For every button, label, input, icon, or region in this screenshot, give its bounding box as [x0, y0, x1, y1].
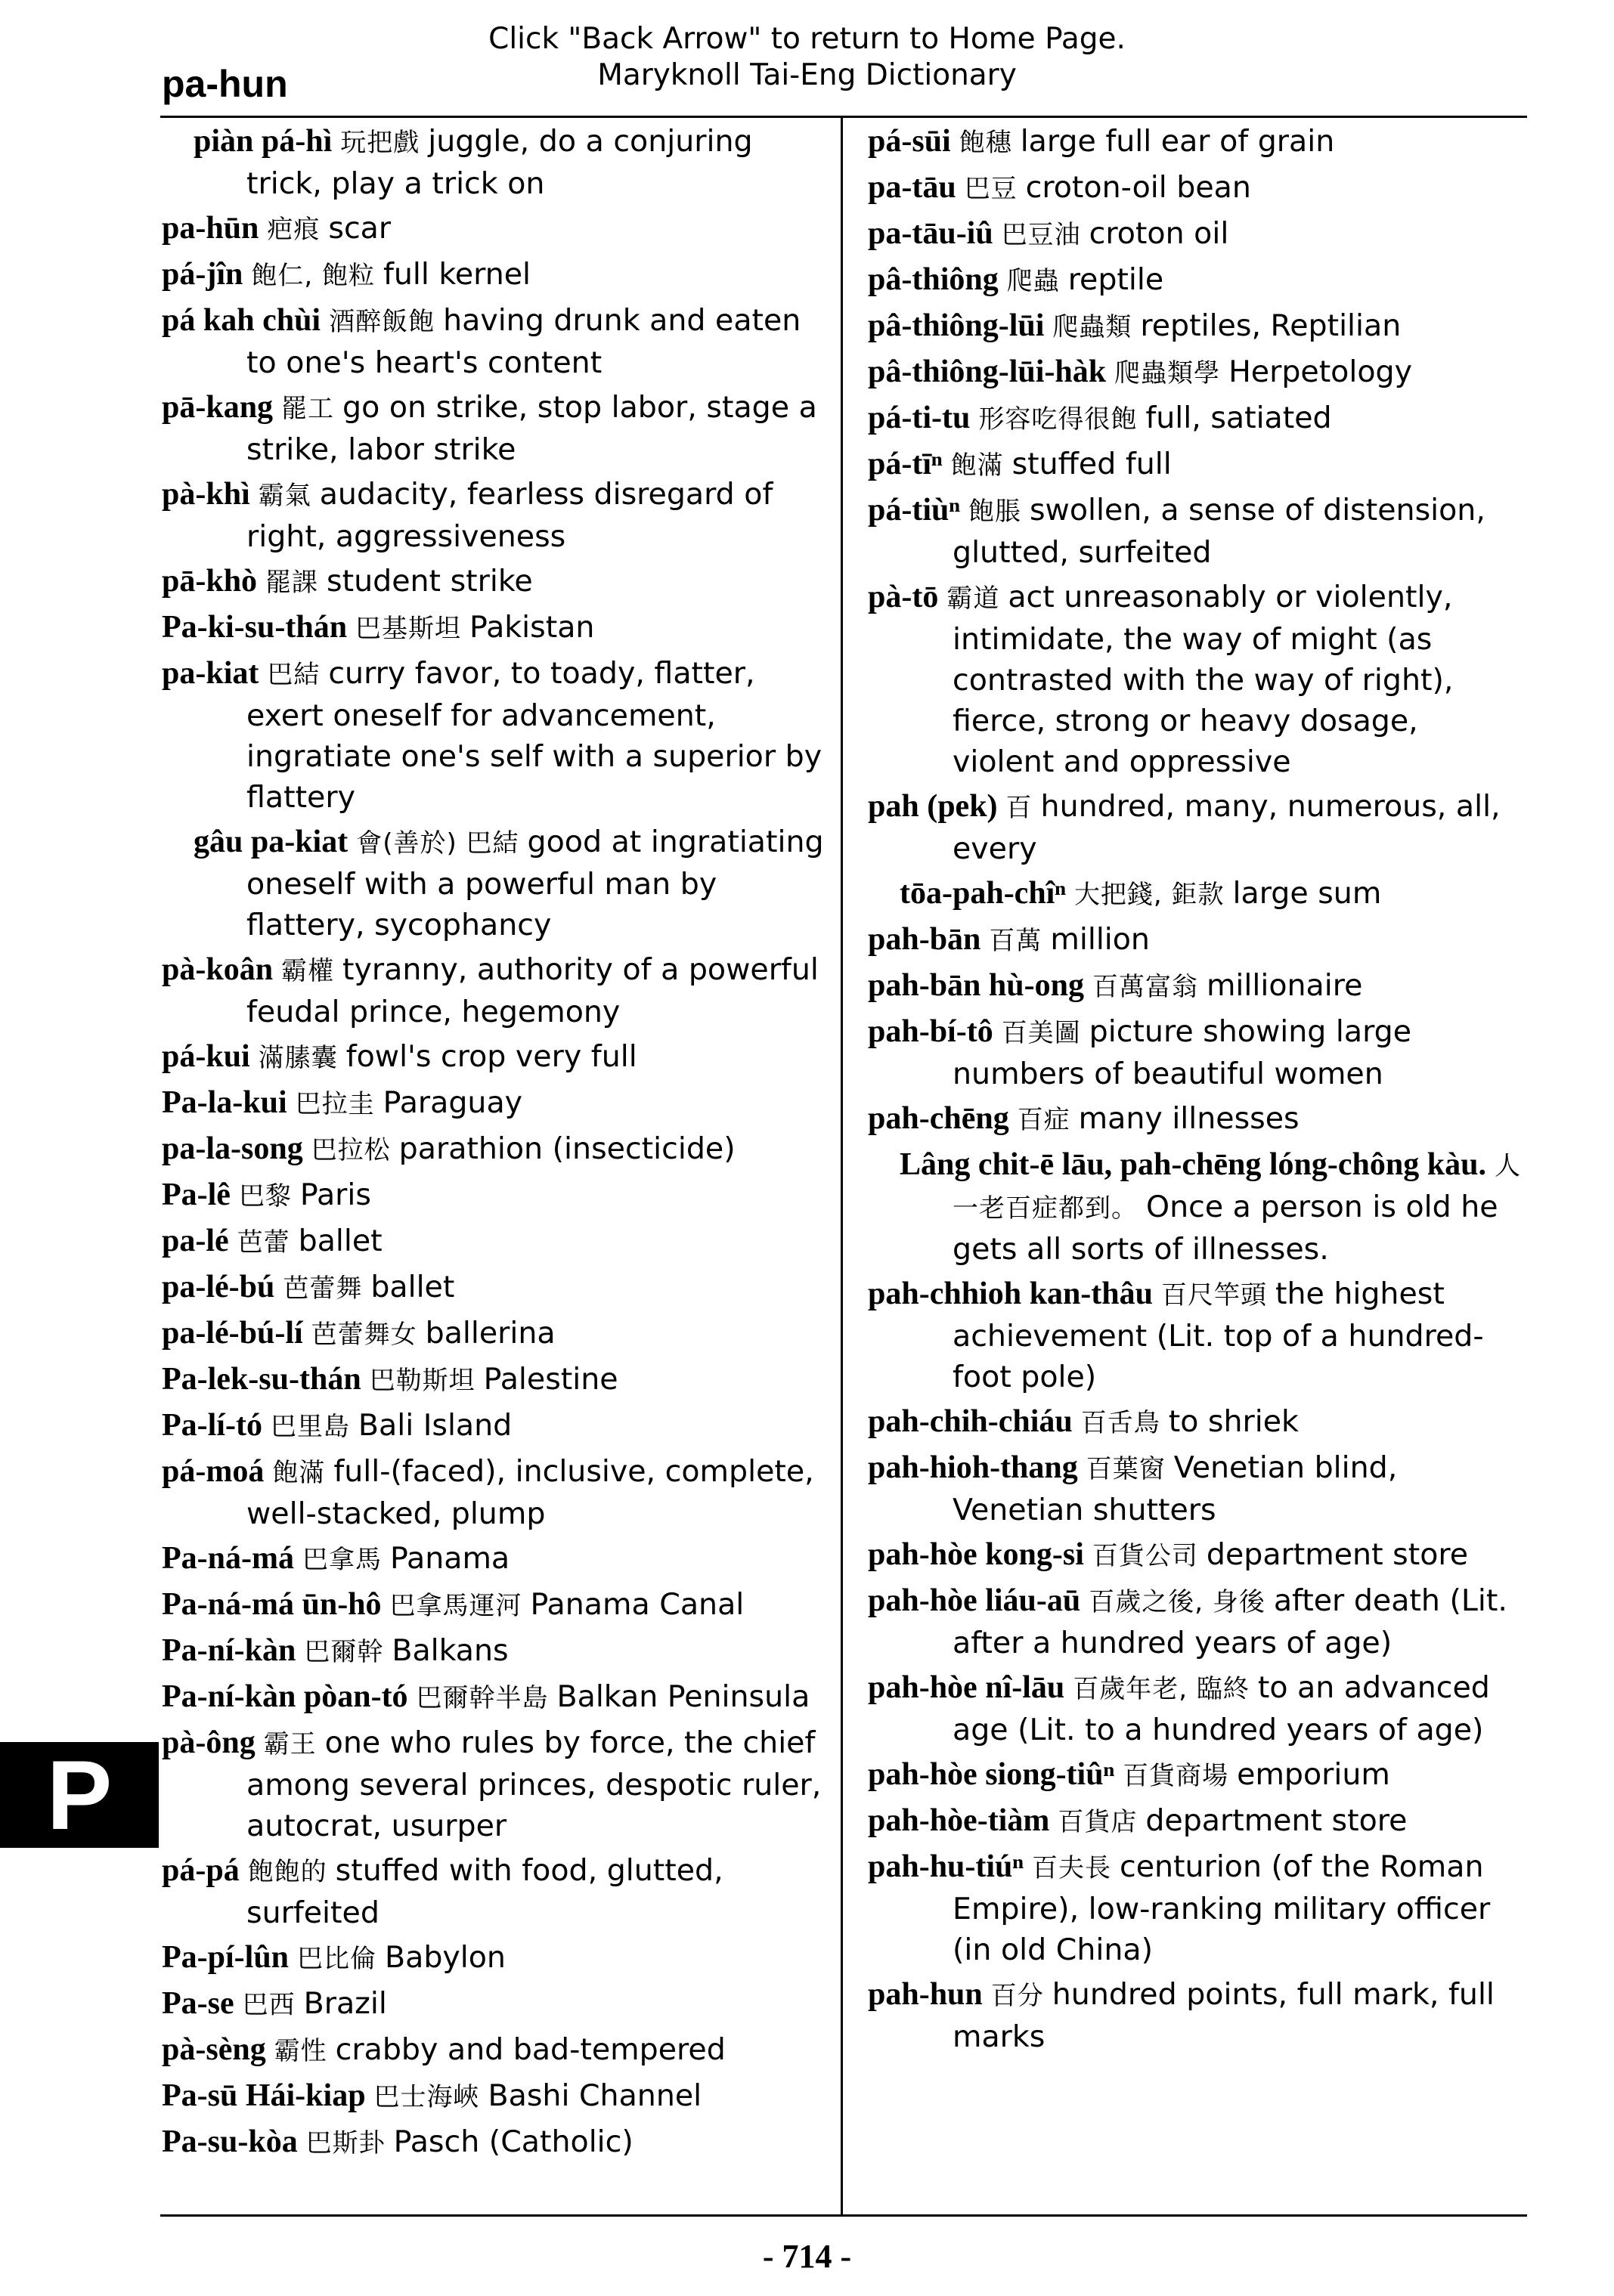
entry-definition: stuffed with food, glutted, surfeited	[246, 1853, 723, 1930]
entry-headword: pá-tīⁿ	[868, 447, 943, 481]
dictionary-entry	[162, 1267, 827, 1309]
entry-definition: stuffed full	[1011, 447, 1172, 481]
entry-definition: fowl's crop very full	[345, 1039, 637, 1074]
dictionary-entry	[162, 1174, 827, 1217]
dictionary-entry	[868, 1144, 1526, 1270]
entry-hanzi: 百歲之後, 身後	[1089, 1587, 1265, 1617]
entry-hanzi: 百	[1005, 793, 1033, 823]
entry-headword: pá-pá	[162, 1853, 240, 1888]
entry-headword: Pa-ná-má	[162, 1541, 294, 1576]
entry-definition: hundred, many, numerous, all, every	[953, 789, 1501, 866]
entry-headword: Pa-pí-lûn	[162, 1940, 290, 1975]
entry-hanzi: 飽飽的	[247, 1857, 327, 1887]
entry-hanzi: 大把錢, 鉅款	[1073, 880, 1225, 910]
entry-hanzi: 爬蟲	[1006, 266, 1060, 296]
entry-headword: Pa-su-kòa	[162, 2124, 298, 2159]
notice-line-1: Click "Back Arrow" to return to Home Page.	[488, 22, 1126, 56]
entry-headword: pá-ti-tu	[868, 401, 971, 435]
entry-headword: pa-tāu	[868, 170, 956, 205]
entry-headword: piàn pá-hì	[194, 124, 333, 159]
entry-definition: Venetian blind, Venetian shutters	[953, 1450, 1398, 1527]
entry-hanzi: 巴勒斯坦	[369, 1366, 476, 1396]
entry-headword: pà-ông	[162, 1725, 256, 1760]
entry-definition: scar	[328, 211, 392, 246]
entry-hanzi: 爬蟲類	[1052, 312, 1132, 342]
dictionary-entry	[868, 1273, 1526, 1397]
dictionary-entry	[162, 1128, 827, 1171]
entry-definition: Bashi Channel	[488, 2078, 702, 2113]
entry-hanzi: 飽穗	[959, 128, 1012, 158]
dictionary-entry	[162, 1630, 827, 1672]
entry-hanzi: 酒醉飯飽	[329, 307, 435, 337]
entry-definition: Paris	[299, 1177, 371, 1212]
entry-hanzi: 芭蕾	[237, 1227, 290, 1258]
entry-headword: Pa-ní-kàn	[162, 1633, 296, 1668]
dictionary-entry	[868, 1580, 1526, 1663]
entry-headword: pâ-thiông-lūi-hàk	[868, 354, 1107, 389]
entry-definition: one who rules by force, the chief among several princes, despotic ruler, autocrat, usurper	[246, 1725, 822, 1843]
entry-headword: pah-hioh-thang	[868, 1450, 1078, 1485]
dictionary-entry	[162, 1538, 827, 1580]
entry-definition: Palestine	[483, 1362, 618, 1397]
entry-hanzi: 霸性	[274, 2036, 327, 2066]
dictionary-entry	[868, 213, 1526, 255]
entry-hanzi: 巴豆	[964, 174, 1018, 204]
notice-line-2: Maryknoll Tai-Eng Dictionary	[597, 58, 1017, 92]
entry-hanzi: 飽仁, 飽粒	[251, 261, 375, 291]
dictionary-entry	[162, 2029, 827, 2072]
dictionary-entry	[162, 254, 827, 296]
entry-definition: the highest achievement (Lit. top of a hundred-foot pole)	[953, 1276, 1484, 1394]
entry-hanzi: 人一老百症都到。	[953, 1151, 1521, 1224]
dictionary-entry	[162, 1405, 827, 1447]
entry-headword: pâ-thiông	[868, 262, 999, 297]
entry-headword: pá-jîn	[162, 257, 243, 292]
dictionary-entry	[868, 167, 1526, 209]
entry-headword: Pa-lê	[162, 1177, 231, 1212]
entry-hanzi: 巴黎	[238, 1181, 292, 1211]
entry-hanzi: 百萬	[989, 926, 1042, 956]
dictionary-entry	[162, 1082, 827, 1125]
entry-hanzi: 巴基斯坦	[355, 614, 462, 644]
entry-headword: pá-moá	[162, 1454, 265, 1489]
entry-definition: hundred points, full mark, full marks	[953, 1977, 1495, 2054]
dictionary-entry	[868, 577, 1526, 782]
entry-headword: Pa-ná-má ūn-hô	[162, 1587, 382, 1622]
entry-definition: juggle, do a conjuring trick, play a trick on	[246, 124, 753, 201]
entry-headword: Pa-sū Hái-kiap	[162, 2078, 366, 2113]
entry-definition: Herpetology	[1228, 354, 1412, 389]
entry-hanzi: 巴爾幹半島	[416, 1683, 549, 1713]
entry-headword: Pa-ki-su-thán	[162, 610, 348, 645]
entry-hanzi: 罷工	[281, 394, 335, 424]
entry-hanzi: 飽脹	[968, 497, 1021, 527]
entry-headword: Pa-lí-tó	[162, 1408, 262, 1443]
entry-hanzi: 百症	[1017, 1105, 1070, 1135]
dictionary-entry	[162, 208, 827, 250]
entry-hanzi: 百萬富翁	[1092, 972, 1198, 1002]
dictionary-entry	[868, 965, 1526, 1007]
dictionary-entry	[868, 919, 1526, 961]
entry-hanzi: 芭蕾舞女	[311, 1320, 417, 1350]
letter-tab[interactable]: P	[0, 1742, 159, 1848]
entry-hanzi: 飽滿	[272, 1458, 326, 1488]
entry-hanzi: 霸道	[946, 583, 1000, 614]
entry-headword: pah-hòe-tiàm	[868, 1803, 1050, 1838]
entry-definition: Balkan Peninsula	[556, 1679, 810, 1714]
dictionary-entry	[868, 1098, 1526, 1140]
entry-headword: pah-hòe kong-si	[868, 1537, 1084, 1572]
dictionary-entry	[868, 351, 1526, 394]
dictionary-entry	[162, 822, 827, 945]
entry-definition: Brazil	[303, 1986, 387, 2021]
dictionary-entry	[868, 305, 1526, 348]
dictionary-entry	[162, 949, 827, 1032]
entry-hanzi: 巴士海峽	[373, 2082, 480, 2112]
dictionary-entry	[162, 1221, 827, 1263]
entry-definition: to shriek	[1168, 1404, 1299, 1439]
entry-hanzi: 百貨商場	[1123, 1761, 1229, 1791]
entry-headword: pa-kiat	[162, 656, 259, 691]
entry-definition: good at ingratiating oneself with a powerful man by flattery, sycophancy	[246, 825, 824, 942]
right-column	[868, 121, 1526, 2061]
dictionary-entry	[162, 2121, 827, 2164]
entry-headword: pà-koân	[162, 952, 274, 987]
entry-headword: pah-hòe nî-lāu	[868, 1670, 1065, 1705]
dictionary-entry	[162, 300, 827, 383]
dictionary-entry	[868, 490, 1526, 573]
entry-hanzi: 百葉窗	[1086, 1454, 1166, 1484]
dictionary-entry	[868, 398, 1526, 440]
entry-headword: pa-lé-bú	[162, 1270, 275, 1304]
entry-definition: emporium	[1237, 1757, 1390, 1792]
entry-definition: swollen, a sense of distension, glutted, surfeited	[953, 493, 1485, 570]
entry-definition: ballet	[298, 1224, 383, 1258]
entry-definition: Pakistan	[469, 610, 595, 645]
dictionary-entry	[162, 1850, 827, 1933]
entry-hanzi: 百尺竿頭	[1160, 1280, 1267, 1310]
dictionary-entry	[162, 1359, 827, 1401]
dictionary-entry	[162, 2075, 827, 2118]
entry-headword: Pa-lek-su-thán	[162, 1362, 361, 1397]
dictionary-entry	[162, 561, 827, 603]
entry-headword: Lâng chit-ē lāu, pah-chēng lóng-chông kàu.	[900, 1147, 1486, 1182]
entry-definition: picture showing large numbers of beautiful women	[953, 1014, 1412, 1091]
entry-headword: pa-lé-bú-lí	[162, 1316, 303, 1351]
entry-headword: pá-tiùⁿ	[868, 493, 960, 528]
entry-definition: reptiles, Reptilian	[1140, 308, 1402, 343]
entry-headword: pah (pek)	[868, 789, 998, 824]
entry-headword: pâ-thiông-lūi	[868, 308, 1045, 343]
dictionary-entry	[868, 1011, 1526, 1094]
dictionary-entry	[868, 1401, 1526, 1444]
entry-headword: pah-hun	[868, 1977, 983, 2012]
dictionary-entry	[162, 1036, 827, 1078]
entry-definition: large sum	[1232, 876, 1382, 911]
entry-hanzi: 百夫長	[1032, 1853, 1112, 1883]
entry-definition: Panama	[389, 1541, 510, 1576]
dictionary-entry	[162, 1722, 827, 1846]
entry-hanzi: 巴比倫	[297, 1944, 377, 1974]
dictionary-entry	[162, 1983, 827, 2025]
entry-definition: croton oil	[1089, 216, 1229, 251]
entry-definition: tyranny, authority of a powerful feudal prince, hegemony	[246, 952, 819, 1029]
dictionary-entry	[162, 1313, 827, 1355]
dictionary-entry	[868, 1846, 1526, 1970]
dictionary-entry	[868, 786, 1526, 869]
entry-hanzi: 巴結	[267, 660, 321, 690]
entry-hanzi: 霸王	[263, 1729, 317, 1759]
entry-hanzi: 玩把戲	[340, 128, 420, 158]
entry-hanzi: 巴拿馬	[302, 1545, 382, 1575]
entry-definition: Balkans	[392, 1633, 509, 1668]
entry-hanzi: 巴爾幹	[304, 1637, 384, 1667]
entry-definition: having drunk and eaten to one's heart's content	[246, 303, 801, 380]
entry-headword: pà-sèng	[162, 2032, 266, 2067]
entry-definition: after death (Lit. after a hundred years of age)	[953, 1583, 1507, 1660]
entry-definition: ballet	[370, 1270, 455, 1304]
entry-hanzi: 形容吃得很飽	[978, 404, 1138, 435]
entry-hanzi: 百美圖	[1001, 1018, 1081, 1048]
entry-headword: pah-bān hù-ong	[868, 968, 1084, 1003]
entry-headword: pah-hu-tiúⁿ	[868, 1849, 1024, 1884]
entry-definition: crabby and bad-tempered	[335, 2032, 726, 2067]
entry-headword: pah-chēng	[868, 1101, 1009, 1136]
entry-headword: pa-la-song	[162, 1131, 303, 1166]
entry-hanzi: 百貨公司	[1092, 1541, 1198, 1571]
entry-hanzi: 疤痕	[267, 215, 321, 245]
entry-hanzi: 百舌鳥	[1080, 1408, 1160, 1438]
guide-word: pa-hun	[162, 63, 288, 105]
footer-rule	[160, 2214, 1527, 2217]
entry-definition: Pasch (Catholic)	[393, 2124, 634, 2159]
dictionary-entry	[162, 1937, 827, 1979]
entry-headword: pà-tō	[868, 580, 939, 614]
entry-headword: Pa-ní-kàn pòan-tó	[162, 1679, 408, 1714]
entry-definition: Bali Island	[358, 1408, 513, 1443]
entry-headword: pa-lé	[162, 1224, 229, 1258]
entry-headword: pah-bí-tô	[868, 1014, 993, 1049]
entry-headword: pá-sūi	[868, 124, 951, 159]
entry-headword: pā-kang	[162, 390, 274, 425]
entry-headword: pah-chhioh kan-thâu	[868, 1276, 1153, 1311]
dictionary-entry	[868, 1667, 1526, 1750]
dictionary-entry	[868, 121, 1526, 163]
dictionary-entry	[868, 1754, 1526, 1796]
entry-hanzi: 爬蟲類學	[1114, 358, 1221, 388]
entry-definition: student strike	[327, 564, 533, 599]
entry-hanzi: 滿膆囊	[258, 1043, 338, 1073]
dictionary-entry	[162, 121, 827, 204]
dictionary-entry	[868, 1447, 1526, 1530]
entry-definition: parathion (insecticide)	[398, 1131, 736, 1166]
entry-hanzi: 芭蕾舞	[283, 1273, 363, 1304]
dictionary-entry	[162, 653, 827, 818]
entry-hanzi: 巴拿馬運河	[389, 1591, 522, 1621]
dictionary-entry	[162, 1676, 827, 1719]
entry-hanzi: 罷課	[265, 568, 319, 598]
entry-definition: full-(faced), inclusive, complete, well-stacked, plump	[246, 1454, 814, 1531]
dictionary-entry	[868, 1800, 1526, 1843]
entry-definition: ballerina	[425, 1316, 556, 1351]
entry-definition: full kernel	[383, 257, 531, 292]
entry-hanzi: 飽滿	[950, 450, 1004, 481]
entry-hanzi: 百歲年老, 臨終	[1073, 1674, 1250, 1704]
entry-hanzi: 會(善於) 巴結	[356, 828, 519, 859]
page-number: - 714 -	[762, 2238, 852, 2275]
entry-definition: Panama Canal	[530, 1587, 745, 1622]
entry-headword: tōa-pah-chîⁿ	[900, 876, 1066, 911]
dictionary-entry	[162, 387, 827, 470]
entry-headword: Pa-la-kui	[162, 1085, 287, 1120]
dictionary-entry	[162, 1451, 827, 1534]
entry-hanzi: 巴拉松	[311, 1135, 391, 1165]
entry-hanzi: 巴豆油	[1001, 220, 1081, 250]
entry-hanzi: 巴斯卦	[305, 2128, 386, 2158]
entry-definition: millionaire	[1206, 968, 1363, 1003]
dictionary-entry	[162, 607, 827, 649]
entry-headword: pá-kui	[162, 1039, 250, 1074]
entry-definition: audacity, fearless disregard of right, aggressiveness	[246, 477, 773, 554]
entry-definition: reptile	[1067, 262, 1164, 297]
entry-headword: pā-khò	[162, 564, 258, 599]
entry-definition: croton-oil bean	[1025, 170, 1251, 205]
entry-definition: many illnesses	[1078, 1101, 1300, 1136]
entry-definition: Babylon	[385, 1940, 506, 1975]
entry-definition: centurion (of the Roman Empire), low-ranking military officer (in old China)	[953, 1849, 1491, 1967]
entry-hanzi: 巴西	[242, 1990, 296, 2020]
entry-definition: large full ear of grain	[1020, 124, 1335, 159]
entry-headword: pá kah chùi	[162, 303, 321, 338]
entry-definition: department store	[1145, 1803, 1408, 1838]
entry-definition: Paraguay	[383, 1085, 523, 1120]
entry-definition: go on strike, stop labor, stage a strike, labor strike	[246, 390, 817, 467]
left-column	[162, 121, 827, 2168]
entry-hanzi: 百分	[990, 1981, 1044, 2011]
dictionary-entry	[868, 259, 1526, 302]
column-divider	[841, 118, 843, 2214]
entry-headword: pà-khì	[162, 477, 250, 512]
entry-hanzi: 百貨店	[1058, 1807, 1138, 1837]
entry-definition: act unreasonably or violently, intimidate, the way of might (as contrasted with the way of right), fierce, strong or heavy dosage, violent and oppressive	[953, 580, 1454, 779]
entry-hanzi: 霸氣	[258, 481, 311, 511]
entry-headword: pah-hòe liáu-aū	[868, 1583, 1081, 1618]
dictionary-entry	[162, 474, 827, 557]
entry-hanzi: 巴里島	[270, 1412, 350, 1442]
header-rule	[160, 116, 1527, 118]
entry-headword: pa-tāu-iû	[868, 216, 993, 251]
entry-definition: department store	[1206, 1537, 1469, 1572]
dictionary-entry	[868, 1534, 1526, 1577]
entry-headword: pa-hūn	[162, 211, 259, 246]
entry-definition: curry favor, to toady, flatter, exert oneself for advancement, ingratiate one's self with a superior by flattery	[246, 656, 822, 815]
entry-definition: million	[1050, 922, 1150, 957]
entry-hanzi: 巴拉圭	[295, 1089, 375, 1119]
entry-headword: pah-bān	[868, 922, 981, 957]
entry-definition: Once a person is old he gets all sorts of illnesses.	[953, 1190, 1498, 1267]
dictionary-entry	[868, 1974, 1526, 2057]
dictionary-entry	[162, 1584, 827, 1626]
entry-definition: to an advanced age (Lit. to a hundred years of age)	[953, 1670, 1490, 1747]
entry-headword: pah-hòe siong-tiûⁿ	[868, 1757, 1115, 1792]
entry-headword: Pa-se	[162, 1986, 234, 2021]
dictionary-entry	[868, 873, 1526, 915]
dictionary-entry	[868, 444, 1526, 486]
entry-hanzi: 霸權	[281, 956, 335, 986]
entry-headword: pah-chih-chiáu	[868, 1404, 1073, 1439]
entry-headword: gâu pa-kiat	[194, 825, 349, 859]
entry-definition: full, satiated	[1145, 401, 1332, 435]
